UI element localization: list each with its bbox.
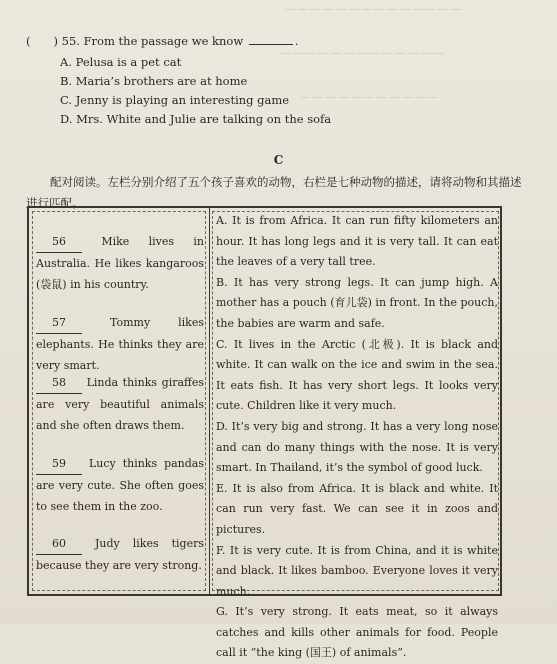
section-title: C	[273, 153, 284, 167]
left-item-text: Lucy thinks pandas are very cute. She often goes to see them in the zoo.	[36, 457, 204, 513]
left-item-58	[36, 372, 204, 436]
option-c: C. Jenny is playing an interesting game	[60, 93, 290, 107]
description-g: G. It’s very strong. It eats meat, so it always catches and kills other animals for food. People call it “the king (国王) of animals”.	[216, 605, 498, 660]
left-item-60	[36, 533, 204, 576]
left-item-59	[36, 453, 204, 517]
left-item-57	[36, 312, 204, 376]
matching-table	[27, 206, 502, 660]
option-d: D. Mrs. White and Julie are talking on the sofa	[60, 112, 332, 126]
left-item-text: Tommy likes elephants. He thinks they are very smart.	[36, 316, 204, 372]
bleed-through-text: — — — — — — — — — — — — —	[280, 48, 444, 59]
question-55: ( ) 55. From the passage we know .	[26, 34, 299, 48]
answer-blank-56[interactable]: 56	[36, 231, 82, 253]
bleed-through-text: — — — — — — — — — — —	[300, 92, 438, 103]
left-item-text: Judy likes tigers because they are very strong.	[36, 537, 204, 572]
description-f: F. It is very cute. It is from China, and it is white and black. It likes bamboo. Everyone loves it very much.	[216, 543, 498, 598]
left-item-56	[36, 231, 204, 295]
description-d: D. It’s very big and strong. It has a very long nose and can do many things with the nose. It is very smart. In Thailand, it’s the symbol of good luck.	[216, 419, 498, 475]
left-item-text: Linda thinks giraffes are very beautiful animals and she often draws them.	[36, 376, 204, 432]
answer-blank-58[interactable]: 58	[36, 372, 82, 394]
section-instruction: 配对阅读。左栏分别介绍了五个孩子喜欢的动物，右栏是七种动物的描述，请将动物和其描述进行匹配。	[26, 175, 522, 210]
description-e: E. It is also from Africa. It is black and white. It can run very fast. We can see it in zoos and pictures.	[216, 481, 498, 536]
left-item-text: Mike lives in Australia. He likes kangaroos (袋鼠) in his country.	[36, 235, 204, 291]
description-a: A. It is from Africa. It can run fifty kilometers an hour. It has long legs and it is very tall. It can eat the leaves of a very tall tree.	[216, 214, 498, 269]
answer-blank-60[interactable]: 60	[36, 533, 82, 555]
option-a: A. Pelusa is a pet cat	[60, 55, 182, 69]
answer-paren[interactable]: ( ) 55.	[26, 34, 80, 48]
description-c: C. It lives in the Arctic (北极). It is black and white. It can walk on the ice and swim in the sea. It eats fish. It has very short legs. It looks very cute. Children like it very much.	[216, 337, 498, 413]
bleed-through-text: — — — — — — — — — — — — — —	[285, 4, 462, 15]
column-divider	[209, 208, 210, 594]
question-stem: From the passage we know	[83, 34, 244, 48]
answer-blank-59[interactable]: 59	[36, 453, 82, 475]
option-b: B. Maria’s brothers are at home	[60, 74, 248, 88]
answer-blank-57[interactable]: 57	[36, 312, 82, 334]
answer-blank	[249, 44, 293, 45]
description-b: B. It has very strong legs. It can jump high. A mother has a pouch (育儿袋) in front. In the pouch, the babies are warm and safe.	[216, 275, 498, 330]
animal-descriptions	[216, 211, 498, 664]
